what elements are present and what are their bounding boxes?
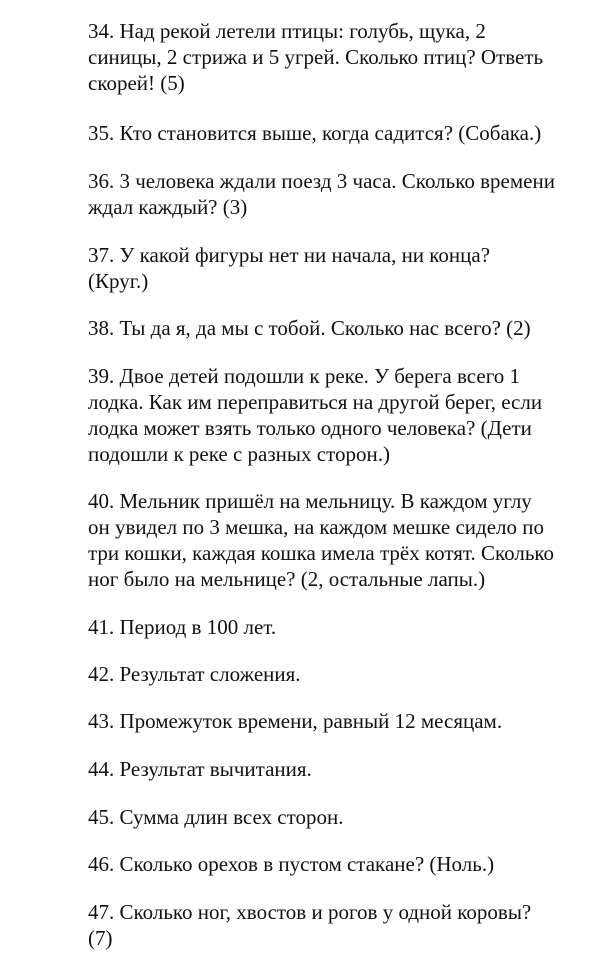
- riddle-45-line-1: 45. Сумма длин всех сторон.: [88, 805, 344, 829]
- riddle-36-line-2: ждал каждый? (3): [88, 195, 248, 219]
- riddle-39-line-2: лодка. Как им переправиться на другой берег, если: [88, 390, 543, 414]
- riddle-40-line-1: 40. Мельник пришёл на мельницу. В каждом углу: [88, 489, 532, 513]
- riddle-39-line-1: 39. Двое детей подошли к реке. У берега всего 1: [88, 364, 521, 388]
- riddle-39-line-3: лодка может взять только одного человека? (Дети: [88, 416, 532, 440]
- riddle-40-line-2: он увидел по 3 мешка, на каждом мешке сидело по: [88, 515, 545, 539]
- riddle-34-line-2: синицы, 2 стрижа и 5 угрей. Сколько птиц? Ответь: [88, 45, 544, 69]
- riddle-41-line-1: 41. Период в 100 лет.: [88, 615, 277, 639]
- riddle-40-line-4: ног было на мельнице? (2, остальные лапы.): [88, 567, 486, 591]
- riddle-46-line-1: 46. Сколько орехов в пустом стакане? (Ноль.): [88, 852, 495, 876]
- riddle-37-line-1: 37. У какой фигуры нет ни начала, ни конца?: [88, 243, 491, 267]
- riddle-37: [88, 242, 593, 294]
- riddle-35-line-1: 35. Кто становится выше, когда садится? (Собака.): [88, 121, 542, 145]
- riddle-43: [88, 708, 593, 734]
- riddle-41: [88, 614, 593, 640]
- riddle-38-line-1: 38. Ты да я, да мы с тобой. Сколько нас всего? (2): [88, 316, 531, 340]
- riddle-47: [88, 899, 593, 951]
- riddle-34-line-1: 34. Над рекой летели птицы: голубь, щука, 2: [88, 19, 486, 43]
- riddle-42-line-1: 42. Результат сложения.: [88, 662, 301, 686]
- riddle-45: [88, 804, 593, 830]
- riddle-36: [88, 168, 593, 220]
- riddle-47-line-2: (7): [88, 926, 113, 950]
- riddle-44: [88, 756, 593, 782]
- riddle-37-line-2: (Круг.): [88, 269, 149, 293]
- riddle-42: [88, 661, 593, 687]
- riddle-46: [88, 851, 593, 877]
- riddle-35: [88, 120, 593, 146]
- riddle-36-line-1: 36. 3 человека ждали поезд 3 часа. Сколько времени: [88, 169, 555, 193]
- riddle-38: [88, 315, 593, 341]
- riddle-39-line-4: подошли к реке с разных сторон.): [88, 442, 390, 466]
- riddle-44-line-1: 44. Результат вычитания.: [88, 757, 312, 781]
- riddle-47-line-1: 47. Сколько ног, хвостов и рогов у одной коровы?: [88, 900, 532, 924]
- riddle-39: [88, 363, 593, 467]
- riddle-40-line-3: три кошки, каждая кошка имела трёх котят. Сколько: [88, 541, 555, 565]
- riddle-40: [88, 488, 593, 592]
- riddle-34-line-3: скорей! (5): [88, 71, 185, 95]
- riddle-43-line-1: 43. Промежуток времени, равный 12 месяцам.: [88, 709, 503, 733]
- riddle-34: [88, 18, 593, 96]
